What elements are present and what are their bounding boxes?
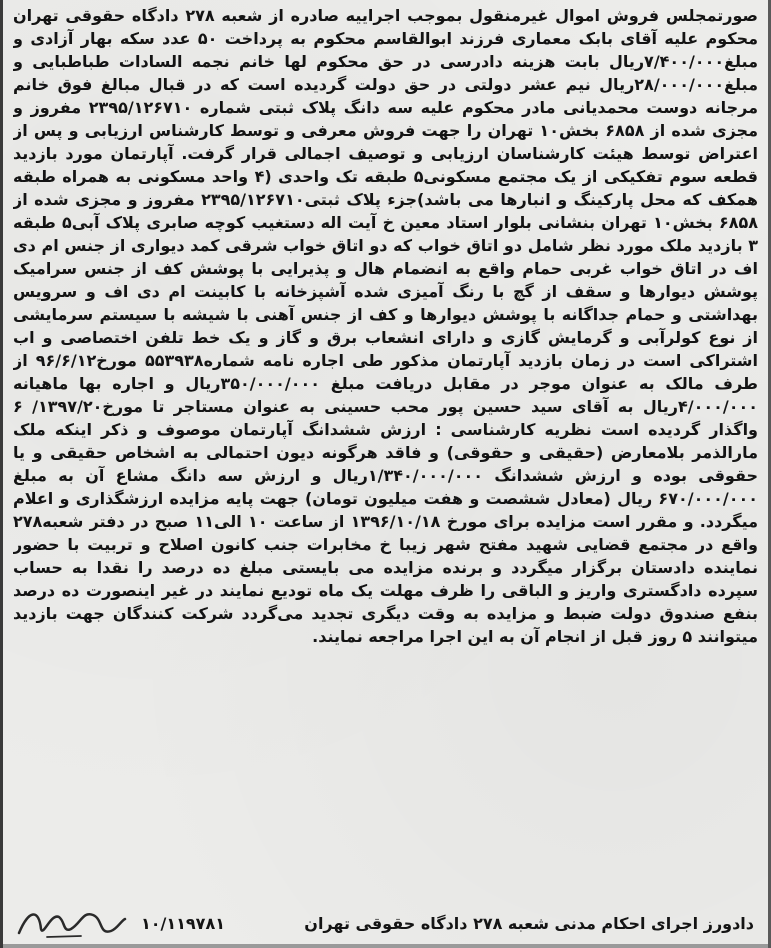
notice-footer [11, 906, 754, 940]
signature-line: دادورز اجرای احکام مدنی شعبه ۲۷۸ دادگاه حقوقی تهران [304, 913, 754, 933]
handwritten-signature-icon [11, 903, 131, 943]
notice-body-text: صورتمجلس فروش اموال غیرمنقول بموجب اجراییه صادره از شعبه ۲۷۸ دادگاه حقوقی تهران محکوم علیه آقای بابک معماری فرزند ابوالقاسم محکوم به پرداخت ۵۰ عدد سکه بهار آزادی و مبلغ۷/۴۰۰/۰۰۰ریال بابت هزینه دادرسی در حق محکوم لها خانم نجمه السادات طباطبایی و مبلغ۲۸/۰۰۰/۰۰۰ریال نیم عشر دولتی در حق دولت گردیده است که در قبال مبالغ فوق خانم مرجانه دوست محمدیانی مادر محکوم علیه سه دانگ پلاک ثبتی شماره ۲۳۹۵/۱۲۶۷۱۰ مفروز و مجزی شده از ۶۸۵۸ بخش۱۰ تهران را جهت فروش معرفی و توسط کارشناس ارزیابی و پس از اعتراض توسط هیئت کارشناسان ارزیابی و توصیف اجمالی قرار گرفت. آپارتمان مورد بازدید قطعه سوم تفکیکی از یک مجتمع مسکونی۵ طبقه تک واحدی (۴ واحد مسکونی به همراه طبقه همکف که محل پارکینگ و انبارها می باشد)جزء پلاک ثبتی۲۳۹۵/۱۲۶۷۱۰ مفروز و مجزی شده از ۶۸۵۸ بخش۱۰ تهران بنشانی بلوار استاد معین خ آیت اله دستغیب کوچه صابری پلاک آبی۵ طبقه ۳ بازدید ملک مورد نظر شامل دو اتاق خواب که دو اتاق خواب شرقی کمد دیواری از جنس ام دی اف در اتاق خواب غربی حمام واقع به انضمام هال و پذیرایی با پوشش کف از جنس سرامیک پوشش دیوارها و سقف از گچ با رنگ آمیزی شده آشپزخانه با کابینت ام دی اف و سرویس بهداشتی و حمام جداگانه با پوشش دیوارها و کف از جنس آهنی با شیشه با سیستم سرمایشی از نوع کولرآبی و گرمایش گازی و دارای انشعاب برق و گاز و یک خط تلفن اختصاصی و اب اشتراکی است در زمان بازدید آپارتمان مذکور طی اجاره نامه شماره۵۵۳۹۳۸ مورخ۹۶/۶/۱۲ از طرف مالک به عنوان موجر در مقابل دریافت مبلغ ۳۵۰/۰۰۰/۰۰۰ریال و اجاره بها ماهیانه ۴/۰۰۰/۰۰۰ریال به آقای سید حسین پور محب حسینی به عنوان مستاجر تا مورخ۱۳۹۷/۲۰/ ۶ واگذار گردیده است نظریه کارشناسی : ارزش ششدانگ آپارتمان موصوف و ذکر اینکه ملک مارالذمر بلامعارض (حقیقی و حقوقی) و فاقد هرگونه دیون احتمالی به اشخاص حقیقی و یا حقوقی بوده و ارزش ششدانگ ۱/۳۴۰/۰۰۰/۰۰۰ریال و ارزش سه دانگ مشاع آن به مبلغ ۶۷۰/۰۰۰/۰۰۰ ریال (معادل ششصت و هفت میلیون تومان) جهت پایه مزایده ارزشگذاری و اعلام میگردد. و مقرر است مزایده برای مورخ ۱۳۹۶/۱۰/۱۸ از ساعت ۱۰ الی۱۱ صبح در دفتر شعبه۲۷۸ واقع در مجتمع قضایی شهید مفتح شهر زیبا خ مخابرات جنب کانون اصلاح و تربیت با حضور نماینده دادستان برگزار میگردد و برنده مزایده می بایستی مبلغ ده درصد را نقدا به حساب سپرده دادگستری واریز و الباقی را ظرف مهلت یک ماه تودیع نمایند در غیر اینصورت ده درصد بنفع صندوق دولت ضبط و مزایده به وقت دیگری تجدید می‌گردد شرکت کنندگان جهت بازدید میتوانند ۵ روز قبل از انجام آن به این اجرا مراجعه نمایند. [13, 6, 758, 646]
reference-number: ۱۰/۱۱۹۷۸۱ [141, 913, 225, 933]
footer-left-group [11, 903, 225, 943]
clipping-bottom-edge [3, 944, 768, 948]
